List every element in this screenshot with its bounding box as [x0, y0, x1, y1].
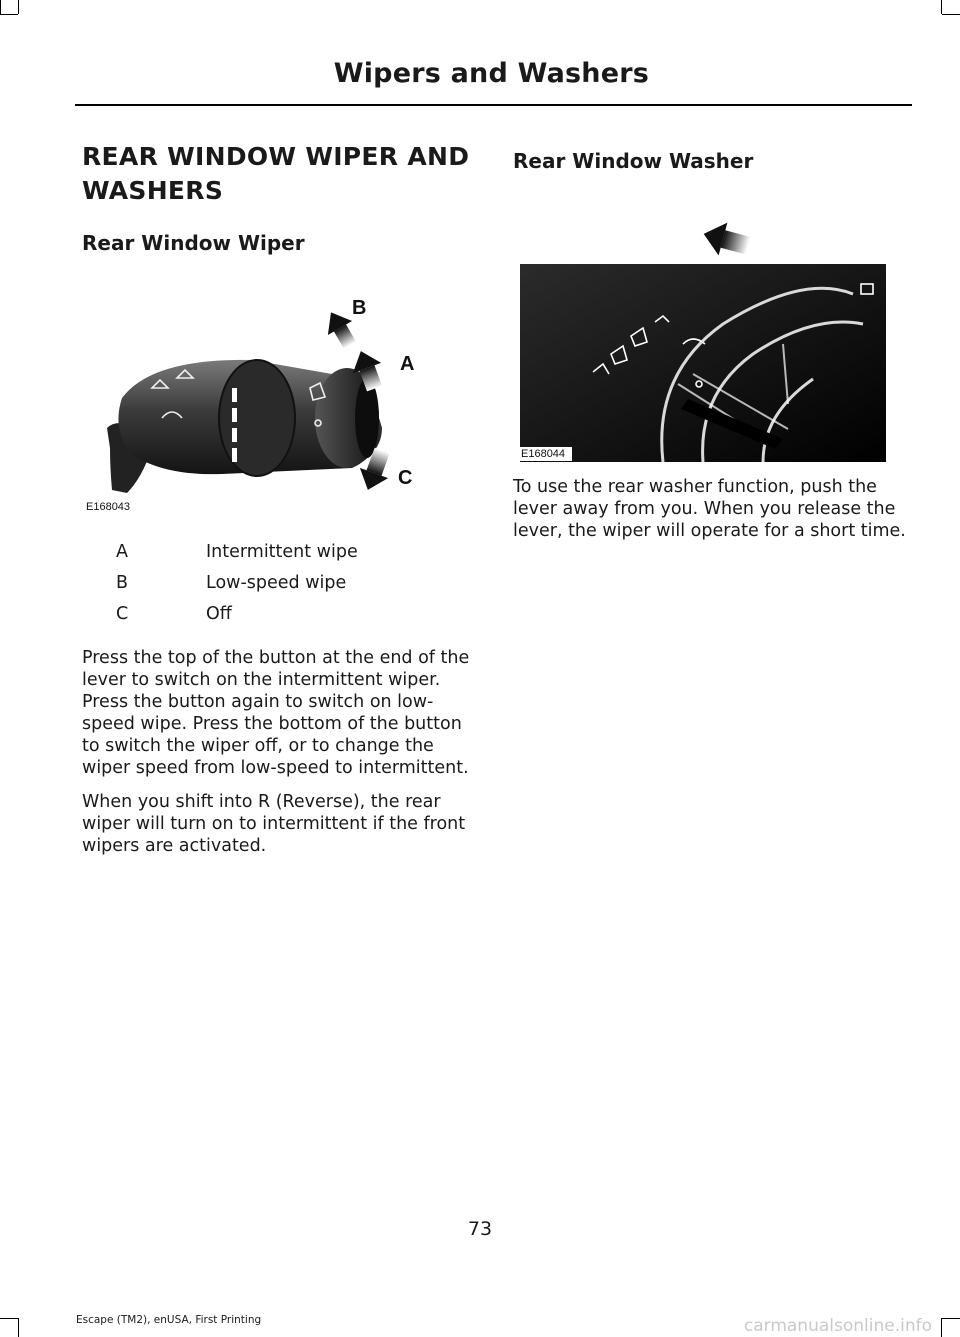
- legend-text: Low-speed wipe: [206, 573, 347, 593]
- legend-key: C: [116, 604, 129, 624]
- watermark: carmanualsonline.info: [743, 1316, 932, 1336]
- collar-mark: [232, 428, 237, 442]
- crop-mark: [942, 1318, 960, 1319]
- body-paragraph: When you shift into R (Reverse), the rear wiper will turn on to intermittent if the front wipers are activated.: [82, 792, 466, 856]
- legend-row: [82, 542, 477, 573]
- legend-key: A: [116, 542, 128, 562]
- legend-key: B: [116, 573, 129, 593]
- section-title: [82, 140, 477, 208]
- rotary-collar: [219, 360, 295, 476]
- footer-edition: Escape (TM2), enUSA, First Printing: [76, 1314, 262, 1326]
- wiper-legend-table: [82, 542, 477, 635]
- header-rule: [75, 104, 912, 106]
- right-column: [513, 140, 911, 542]
- crop-mark: [0, 1318, 18, 1319]
- crop-mark: [942, 14, 960, 15]
- crop-mark: [941, 1318, 942, 1337]
- crop-mark: [0, 0, 1, 14]
- section-title-line2: WASHERS: [82, 176, 224, 205]
- collar-mark: [232, 388, 237, 402]
- legend-row: [82, 573, 477, 604]
- legend-text: Off: [206, 604, 232, 624]
- rear-window-wiper-heading: Rear Window Wiper: [82, 231, 305, 255]
- rear-window-washer-heading: Rear Window Washer: [513, 149, 754, 173]
- page-number: 73: [467, 1218, 493, 1240]
- push-arrow: [699, 217, 752, 262]
- callout-b: B: [352, 297, 367, 319]
- figure-code: E168043: [86, 501, 131, 513]
- washer-lever-illustration: [513, 204, 889, 462]
- crop-mark: [18, 1318, 19, 1337]
- legend-row: [82, 604, 477, 635]
- collar-mark: [232, 408, 237, 422]
- wiper-lever-illustration: [82, 278, 472, 523]
- section-title-line1: REAR WINDOW WIPER AND: [82, 142, 470, 171]
- collar-mark: [232, 448, 237, 462]
- crop-mark: [941, 0, 942, 14]
- callout-c: C: [398, 467, 413, 489]
- figure-code: E168044: [521, 448, 566, 460]
- legend-text: Intermittent wipe: [206, 542, 358, 562]
- washer-lever-figure: [513, 204, 889, 462]
- wiper-lever-figure: [82, 278, 472, 523]
- crop-mark: [0, 14, 18, 15]
- crop-mark: [18, 0, 19, 14]
- body-paragraph: Press the top of the button at the end of the lever to switch on the intermittent wiper. Press the button again to switch on low-speed wipe. Press the bottom of the button to switch the wiper off, or to change the wiper speed from low-speed to intermittent.: [82, 648, 470, 778]
- body-paragraph: To use the rear washer function, push the lever away from you. When you release the lever, the wiper will operate for a short time.: [513, 477, 906, 541]
- callout-a: A: [400, 353, 415, 375]
- page-header-title: Wipers and Washers: [333, 58, 649, 89]
- left-column: [82, 140, 477, 857]
